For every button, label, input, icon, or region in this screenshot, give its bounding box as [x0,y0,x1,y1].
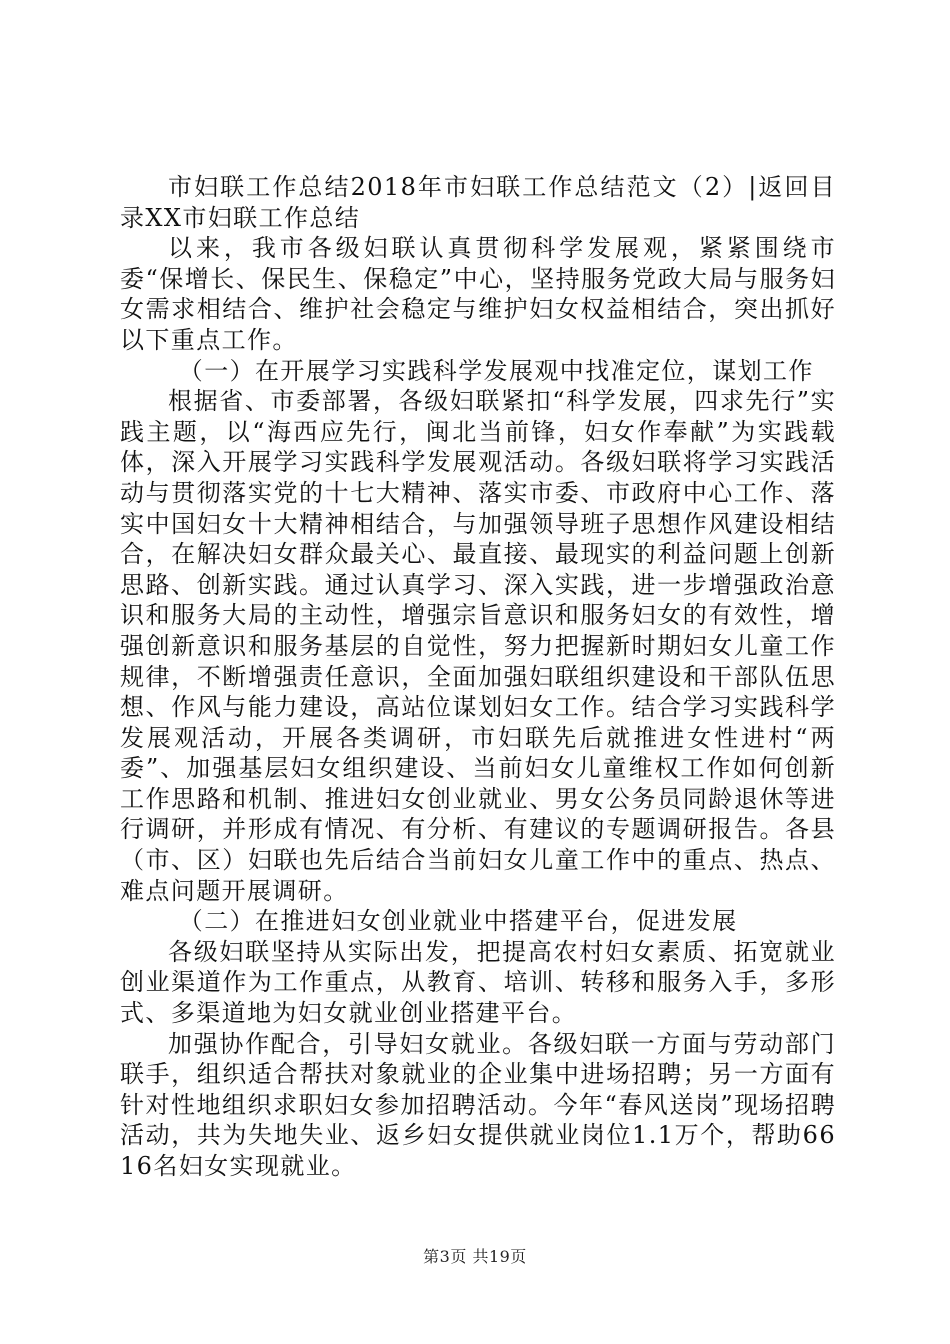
section-heading-2: （二）在推进妇女创业就业中搭建平台，促进发展 [178,907,738,936]
body-paragraph: 加强协作配合，引导妇女就业。各级妇联一方面与劳动部门联手，组织适合帮扶对象就业的企业集中进场招聘；另一方面有针对性地组织求职妇女参加招聘活动。今年“春风送岗”现场招聘活动，共为失地失业、返乡妇女提供就业岗位1.1万个，帮助6616名妇女实现就业。 [120,1029,836,1180]
body-paragraph: 各级妇联坚持从实际出发，把提高农村妇女素质、拓宽就业创业渠道作为工作重点，从教育、培训、转移和服务入手，多形式、多渠道地为妇女就业创业搭建平台。 [120,937,836,1028]
page-number-footer: 第3页 共19页 [423,1247,527,1266]
body-paragraph: 根据省、市委部署，各级妇联紧扣“科学发展，四求先行”实践主题，以“海西应先行，闽北当前锋，妇女作奉献”为实践载体，深入开展学习实践科学发展观活动。各级妇联将学习实践活动与贯彻落实党的十七大精神、落实市委、市政府中心工作、落实中国妇女十大精神相结合，与加强领导班子思想作风建设相结合，在解决妇女群众最关心、最直接、最现实的利益问题上创新思路、创新实践。通过认真学习、深入实践，进一步增强政治意识和服务大局的主动性，增强宗旨意识和服务妇女的有效性，增强创新意识和服务基层的自觉性，努力把握新时期妇女儿童工作规律，不断增强责任意识，全面加强妇联组织建设和干部队伍思想、作风与能力建设，高站位谋划妇女工作。结合学习实践科学发展观活动，开展各类调研，市妇联先后就推进女性进村“两委”、加强基层妇女组织建设、当前妇女儿童维权工作如何创新工作思路和机制、推进妇女创业就业、男女公务员同龄退休等进行调研，并形成有情况、有分析、有建议的专题调研报告。各县（市、区）妇联也先后结合当前妇女儿童工作中的重点、热点、难点问题开展调研。 [120,387,836,905]
document-title-paragraph: 市妇联工作总结2018年市妇联工作总结范文（2）|返回目录XX市妇联工作总结 [120,173,836,232]
document-body [120,172,836,1182]
section-heading-1: （一）在开展学习实践科学发展观中找准定位，谋划工作 [178,356,814,385]
intro-paragraph: 以来，我市各级妇联认真贯彻科学发展观，紧紧围绕市委“保增长、保民生、保稳定”中心，坚持服务党政大局与服务妇女需求相结合、维护社会稳定与维护妇女权益相结合，突出抓好以下重点工作。 [120,234,836,354]
